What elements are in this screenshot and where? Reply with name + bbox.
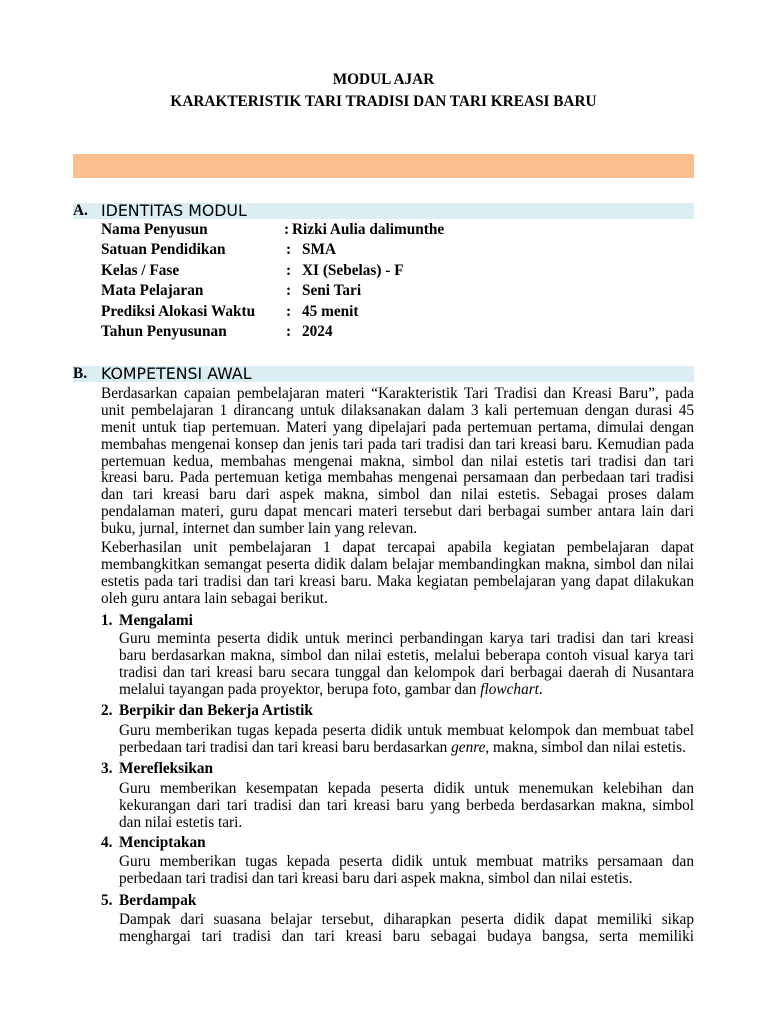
paragraph-line: kreasi baru. Pada pertemuan ketiga membahas mengenai persamaan dan perbedaan tari tradisi (101, 469, 694, 487)
activity-item-heading (101, 612, 694, 629)
identity-label: Satuan Pendidikan (101, 241, 226, 259)
paragraph-line: unit pembelajaran 1 dirancang untuk dilaksanakan dalam 3 kali pertemuan dengan durasi 45 (101, 401, 694, 419)
activity-title: Merefleksikan (119, 760, 214, 777)
activity-title: Mengalami (119, 612, 193, 629)
identity-value: 2024 (302, 322, 333, 340)
identity-label: Prediksi Alokasi Waktu (101, 302, 256, 320)
activity-item-heading (101, 760, 694, 777)
identity-row (101, 302, 694, 322)
paragraph-line: Guru memberikan tugas kepada peserta didik untuk membuat matriks persamaan dan (119, 853, 694, 870)
identity-row (101, 261, 694, 281)
line-text: perbedaan tari tradisi dan tari kreasi baru berdasarkan (119, 738, 452, 756)
section-b-header (73, 366, 694, 382)
paragraph-line: Guru memberikan tugas kepada peserta didik untuk membuat kelompok dan membuat tabel (119, 722, 694, 739)
activity-number: 2. (101, 702, 113, 719)
identity-label: Nama Penyusun (101, 221, 208, 238)
line-text: . (538, 680, 543, 698)
identity-row (101, 220, 694, 240)
paragraph-line: oleh guru antara lain sebagai berikut. (101, 589, 328, 607)
line-text: , makna, simbol dan nilai estetis. (485, 738, 686, 756)
emphasis-text: flowchart (480, 680, 539, 698)
activity-description (119, 723, 694, 757)
paragraph-line: membangkitkan semangat peserta didik dalam belajar membandingkan makna, simbol dan nilai (101, 555, 694, 573)
identity-separator: : (286, 282, 292, 300)
identity-separator: : (286, 241, 292, 259)
paragraph-line: dan tari kreasi baru dari aspek makna, simbol dan nilai estetis. Sebagai proses dalam (101, 486, 694, 504)
paragraph-line: estetis pada tari tradisi dan tari kreasi baru. Maka kegiatan pembelajaran yang dapat dilakukan (101, 572, 694, 590)
paragraph-line: Keberhasilan unit pembelajaran 1 dapat tercapai apabila kegiatan pembelajaran dapat (101, 539, 694, 556)
section-letter: A. (73, 202, 88, 219)
paragraph-line: buku, jurnal, internet dan sumber lain yang relevan. (101, 520, 418, 538)
identity-table (101, 220, 694, 342)
activity-description (119, 781, 694, 832)
activity-number: 1. (101, 612, 113, 629)
activity-item-heading (101, 834, 694, 851)
paragraph (101, 540, 694, 608)
paragraph-line: menit untuk tiap pertemuan. Materi yang dipelajari pada pertemuan pertama, dimulai dengan (101, 418, 694, 436)
identity-separator: : (284, 221, 290, 238)
activity-description (119, 912, 694, 946)
paragraph-line (119, 682, 694, 699)
paragraph-line: pertemuan kedua, membahas mengenai makna, simbol dan nilai estetis tari tradisi dan tari (101, 452, 694, 470)
activity-item-heading (101, 702, 694, 719)
identity-value: Rizki Aulia dalimunthe (292, 221, 445, 238)
identity-row (101, 240, 694, 260)
paragraph-line: menghargai tari tradisi dan tari kreasi baru sebagai budaya bangsa, serta memiliki (119, 927, 694, 945)
activity-title: Berpikir dan Bekerja Artistik (119, 702, 313, 719)
paragraph-line: perbedaan tari tradisi dan tari kreasi baru dari aspek makna, simbol dan nilai estetis. (119, 869, 633, 887)
section-letter: B. (73, 365, 88, 382)
accent-bar (73, 154, 694, 178)
activity-description (119, 631, 694, 699)
paragraph-line: pendalaman materi, guru dapat mencari materi tersebut dari berbagai sumber antara lain dari (101, 503, 694, 521)
section-heading: KOMPETENSI AWAL (101, 364, 252, 383)
identity-label: Kelas / Fase (101, 261, 180, 279)
identity-label: Mata Pelajaran (101, 282, 204, 300)
identity-separator: : (286, 302, 292, 320)
line-text: melalui tayangan pada proyektor, berupa foto, gambar dan (119, 680, 481, 698)
module-subtitle: KARAKTERISTIK TARI TRADISI DAN TARI KREASI BARU (170, 93, 597, 110)
paragraph-line: Berdasarkan capaian pembelajaran materi “Karakteristik Tari Tradisi dan Kreasi Baru”, pada (101, 385, 694, 402)
activity-title: Menciptakan (119, 834, 206, 851)
identity-row (101, 281, 694, 301)
paragraph-line: Dampak dari suasana belajar tersebut, diharapkan peserta didik dapat memiliki sikap (119, 911, 694, 928)
paragraph-line: Guru memberikan kesempatan kepada peserta didik untuk menemukan kelebihan dan (119, 780, 694, 797)
module-title: MODUL AJAR (332, 71, 435, 88)
activity-title: Berdampak (119, 892, 197, 909)
identity-row (101, 322, 694, 342)
paragraph-line: Guru meminta peserta didik untuk merinci perbandingan karya tari tradisi dan tari kreasi (119, 630, 694, 647)
paragraph-line: membahas mengenai konsep dan jenis tari pada tari tradisi dan tari kreasi baru. Kemudian pada (101, 435, 694, 453)
paragraph (101, 386, 694, 538)
paragraph-line: dan nilai estetis tari. (119, 813, 243, 831)
activity-number: 3. (101, 760, 113, 777)
identity-value: XI (Sebelas) - F (302, 261, 404, 279)
paragraph-line: kekurangan dari tari tradisi dan tari kreasi baru yang berbeda berdasarkan makna, simbol (119, 796, 694, 814)
paragraph-line: baru berdasarkan makna, simbol dan nilai estetis, melalui beberapa contoh visual karya tari (119, 646, 694, 664)
activity-number: 5. (101, 892, 113, 909)
identity-value: 45 menit (302, 302, 359, 320)
section-heading: IDENTITAS MODUL (101, 201, 247, 220)
activity-item-heading (101, 892, 694, 909)
identity-label: Tahun Penyusunan (101, 322, 227, 340)
identity-value: SMA (302, 241, 336, 259)
emphasis-text: genre (451, 738, 486, 756)
section-a-header (73, 203, 694, 219)
identity-value: Seni Tari (302, 282, 362, 300)
identity-separator: : (286, 322, 292, 340)
identity-separator: : (286, 261, 292, 279)
activity-number: 4. (101, 834, 113, 851)
activity-description (119, 854, 694, 888)
paragraph-line: tradisi dan tari kreasi baru secara tunggal dan kelompok dari berbagai daerah di Nusantara (119, 663, 694, 681)
paragraph-line (119, 740, 694, 757)
